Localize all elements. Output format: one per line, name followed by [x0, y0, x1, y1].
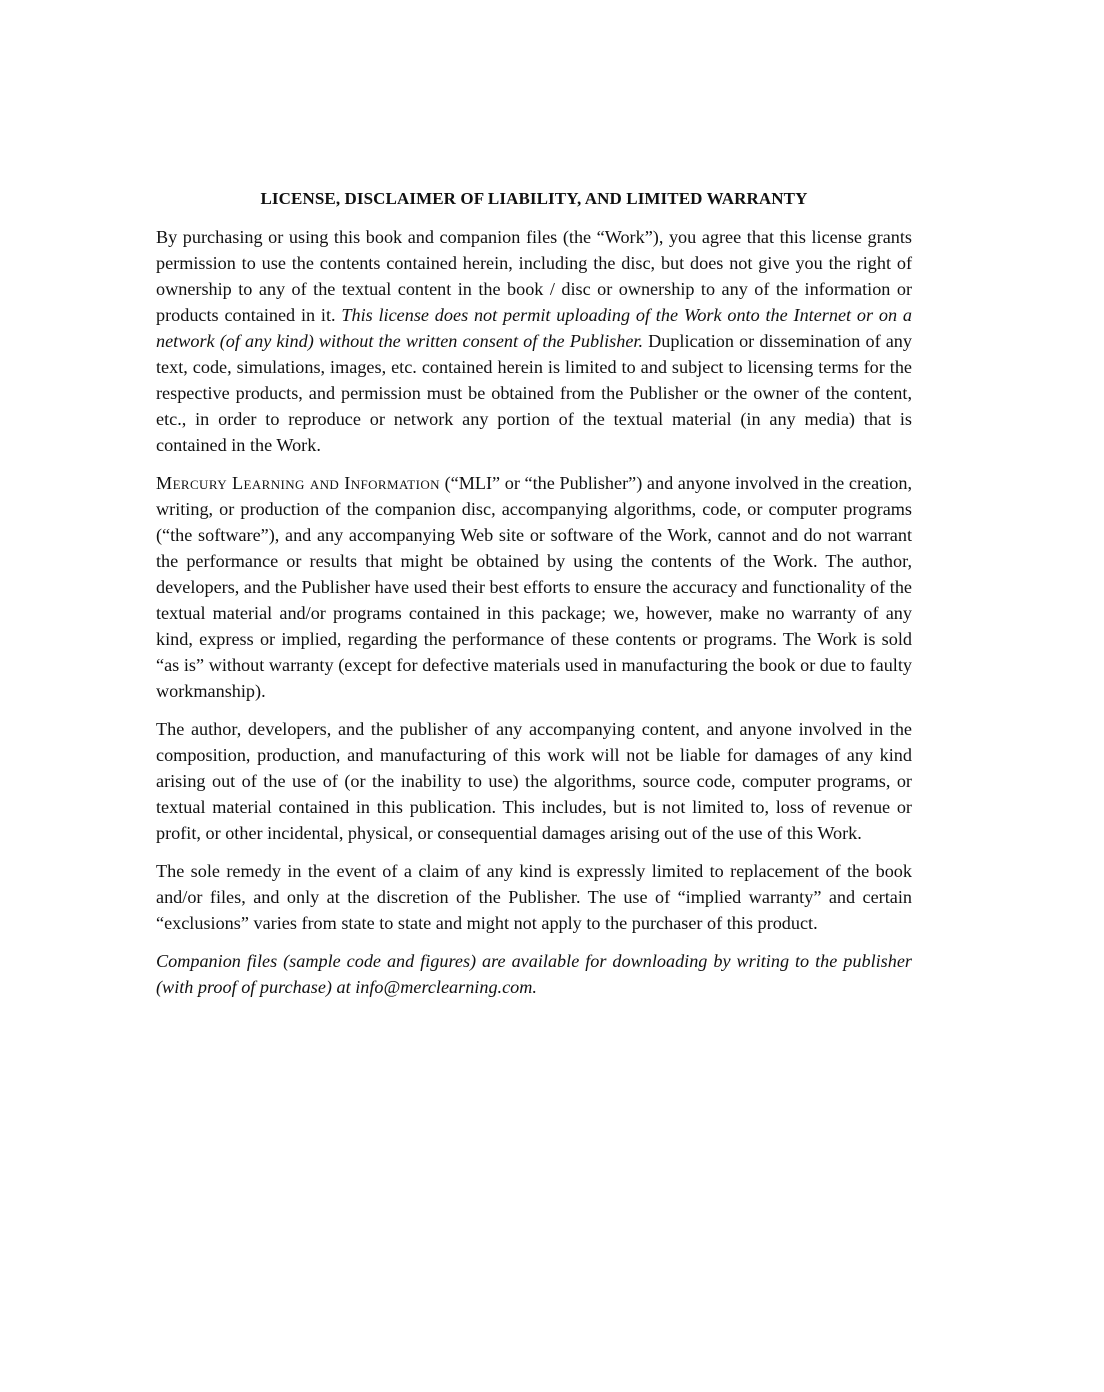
- license-page: [156, 186, 912, 1012]
- license-text-continued: Duplication or dissemination of any text, code, simulations, images, etc. contained herein is limited to and subject to licensing terms for the respective products, and permission must be obtained from the Publisher or the owner of the content, etc., in order to reproduce or network any portion of the textual material (in any media) that is contained in the Work.: [156, 331, 912, 455]
- upload-restriction-text: This license does not permit uploading of the Work onto the Internet or on a network (of any kind) without the written consent of the Publisher.: [156, 305, 912, 351]
- warranty-text: (“MLI” or “the Publisher”) and anyone involved in the creation, writing, or production of the companion disc, accompanying algorithms, code, or computer programs (“the software”), and any accompanying Web site or software of the Work, cannot and do not warrant the performance or results that might be obtained by using the contents of the Work. The author, developers, and the Publisher have used their best efforts to ensure the accuracy and functionality of the textual material and/or programs contained in this package; we, however, make no warranty of any kind, express or implied, regarding the performance of these contents or programs. The Work is sold “as is” without warranty (except for defective materials used in manufacturing the book or due to faulty workmanship).: [156, 473, 912, 701]
- license-paragraph: [156, 224, 912, 458]
- warranty-paragraph: [156, 470, 912, 704]
- publisher-name: Mercury Learning and Information: [156, 473, 440, 493]
- remedy-paragraph: The sole remedy in the event of a claim of any kind is expressly limited to replacement of the book and/or files, and only at the discretion of the Publisher. The use of “implied warranty” and certain “exclusions” varies from state to state and might not apply to the purchaser of this product.: [156, 861, 912, 933]
- page-title: LICENSE, DISCLAIMER OF LIABILITY, AND LIMITED WARRANTY: [260, 189, 808, 208]
- companion-files-paragraph: Companion files (sample code and figures) are available for downloading by writing to the publisher (with proof of purchase) at info@merclearning.com.: [156, 951, 912, 997]
- license-text: By purchasing or using this book and companion files (the “Work”), you agree that this license grants permission to use the contents contained herein, including the disc, but does not give you the right of ownership to any of the textual content in the book / disc or ownership to any of the information or products contained in it.: [156, 227, 912, 325]
- liability-paragraph: The author, developers, and the publisher of any accompanying content, and anyone involved in the composition, production, and manufacturing of this work will not be liable for damages of any kind arising out of the use of (or the inability to use) the algorithms, source code, computer programs, or textual material contained in this publication. This includes, but is not limited to, loss of revenue or profit, or other incidental, physical, or consequential damages arising out of the use of this Work.: [156, 719, 912, 843]
